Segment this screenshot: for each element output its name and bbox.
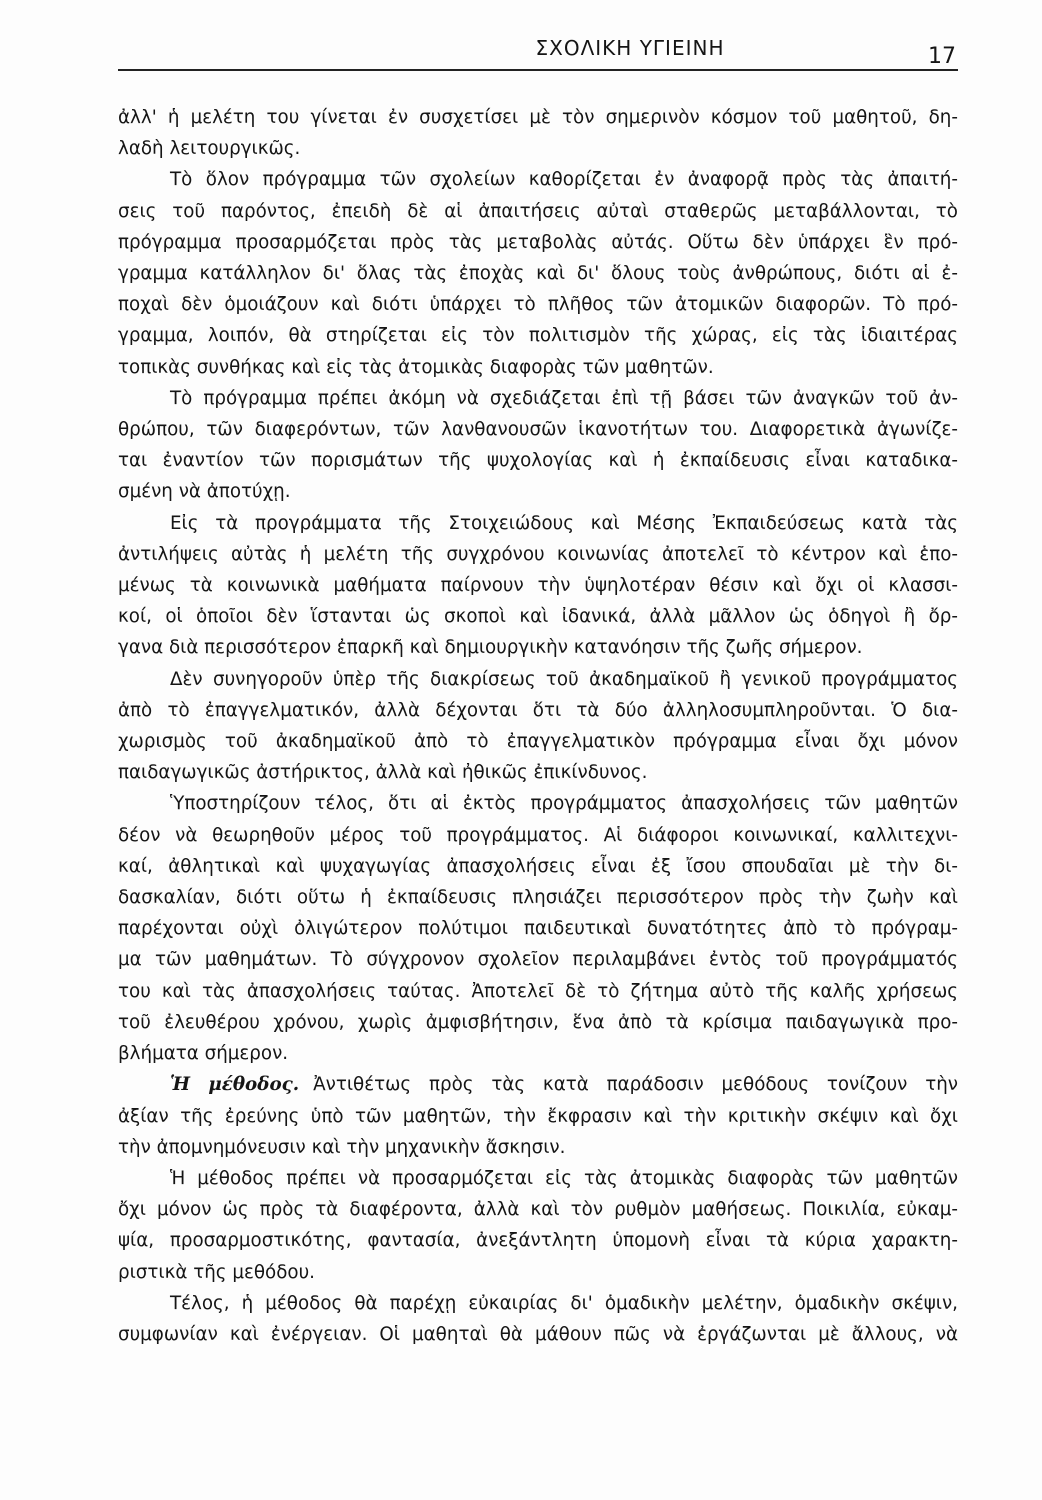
line-text: τοῦ ἐλευθέρου χρόνου, χωρὶς ἀμφισβήτησιν, ἕνα ἀπὸ τὰ κρίσιμα παιδαγωγικὰ προ- [118, 1011, 958, 1033]
text-line [118, 1257, 958, 1288]
header-rule [118, 69, 958, 71]
text-line [118, 1225, 958, 1256]
text-line [118, 133, 958, 164]
text-line [118, 445, 958, 476]
line-text: σεις τοῦ παρόντος, ἐπειδὴ δὲ αἱ ἀπαιτήσεις αὐταὶ σταθερῶς μεταβάλλονται, τὸ [118, 200, 958, 222]
text-line [118, 726, 958, 757]
line-text: δέον νὰ θεωρηθοῦν μέρος τοῦ προγράμματος. Αἱ διάφοροι κοινωνικαί, καλλιτεχνι- [118, 824, 958, 846]
paragraph [118, 1163, 958, 1288]
text-line [118, 1132, 958, 1163]
text-line [118, 1288, 958, 1319]
line-text: καί, ἀθλητικαὶ καὶ ψυχαγωγίας ἀπασχολήσεις εἶναι ἐξ ἴσου σπουδαῖαι μὲ τὴν δι- [118, 855, 958, 877]
line-text: χωρισμὸς τοῦ ἀκαδημαϊκοῦ ἀπὸ τὸ ἐπαγγελματικὸν πρόγραμμα εἶναι ὄχι μόνον [118, 731, 958, 753]
line-text: ἀντιλήψεις αὐτὰς ἡ μελέτη τῆς συγχρόνου κοινωνίας ἀποτελεῖ τὸ κέντρον καὶ ἑπο- [118, 543, 958, 565]
text-line [118, 227, 958, 258]
line-text: ποχαὶ δὲν ὁμοιάζουν καὶ διότι ὑπάρχει τὸ πλῆθος τῶν ἀτομικῶν διαφορῶν. Τὸ πρό- [118, 294, 958, 316]
paragraph [118, 102, 958, 164]
line-text: ψία, προσαρμοστικότης, φαντασία, ἀνεξάντλητη ὑπομονὴ εἶναι τὰ κύρια χαρακτη- [118, 1230, 958, 1252]
text-line [118, 788, 958, 819]
line-text: παρέχονται οὐχὶ ὀλιγώτερον πολύτιμοι παιδευτικαὶ δυνατότητες ἀπὸ τὸ πρόγραμ- [118, 918, 958, 940]
text-line [118, 820, 958, 851]
line-text: γραμμα, λοιπόν, θὰ στηρίζεται εἰς τὸν πολιτισμὸν τῆς χώρας, εἰς τὰς ἰδιαιτέρας [118, 325, 958, 347]
line-text: του καὶ τὰς ἀπασχολήσεις ταύτας. Ἀποτελεῖ δὲ τὸ ζήτημα αὐτὸ τῆς καλῆς χρήσεως [118, 980, 958, 1002]
line-text: Ἡ μέθοδος πρέπει νὰ προσαρμόζεται εἰς τὰς ἀτομικὰς διαφορὰς τῶν μαθητῶν [170, 1167, 958, 1189]
line-text: ἀπὸ τὸ ἐπαγγελματικόν, ἀλλὰ δέχονται ὅτι τὰ δύο ἀλληλοσυμπληροῦνται. Ὁ δια- [118, 699, 958, 721]
paragraph [118, 1288, 958, 1350]
line-text: γανα διὰ περισσότερον ἐπαρκῆ καὶ δημιουργικὴν κατανόησιν τῆς ζωῆς σήμερον. [118, 637, 863, 659]
text-line [118, 289, 958, 320]
text-line [118, 757, 958, 788]
text-line [118, 1194, 958, 1225]
line-text: ριστικὰ τῆς μεθόδου. [118, 1261, 315, 1283]
line-text: Τὸ πρόγραμμα πρέπει ἀκόμη νὰ σχεδιάζεται ἐπὶ τῇ βάσει τῶν ἀναγκῶν τοῦ ἀν- [170, 387, 958, 409]
page-number: 17 [928, 44, 956, 69]
line-text: τοπικὰς συνθήκας καὶ εἰς τὰς ἀτομικὰς διαφορὰς τῶν μαθητῶν. [118, 356, 714, 378]
line-text: ται ἐναντίον τῶν πορισμάτων τῆς ψυχολογίας καὶ ἡ ἐκπαίδευσις εἶναι καταδικα- [118, 450, 958, 472]
text-line [118, 508, 958, 539]
text-line [118, 476, 958, 507]
paragraph [118, 664, 958, 789]
line-text: Εἰς τὰ προγράμματα τῆς Στοιχειώδους καὶ Μέσης Ἐκπαιδεύσεως κατὰ τὰς [170, 512, 958, 534]
section-lead: Ἡ μέθοδος. [170, 1074, 300, 1096]
line-text: κοί, οἱ ὁποῖοι δὲν ἵστανται ὡς σκοποὶ καὶ ἰδανικά, ἀλλὰ μᾶλλον ὡς ὁδηγοὶ ἢ ὄρ- [118, 606, 958, 628]
line-text: δασκαλίαν, διότι οὕτω ἡ ἐκπαίδευσις πλησιάζει περισσότερον πρὸς τὴν ζωὴν καὶ [118, 887, 958, 909]
text-line [118, 320, 958, 351]
line-text: γραμμα κατάλληλον δι' ὅλας τὰς ἐποχὰς καὶ δι' ὅλους τοὺς ἀνθρώπους, διότι αἱ ἐ- [118, 263, 958, 285]
text-line [118, 601, 958, 632]
body-text [118, 102, 958, 1350]
text-line [118, 383, 958, 414]
text-line [118, 1319, 958, 1350]
text-line [118, 1038, 958, 1069]
paragraph [118, 508, 958, 664]
text-line [118, 102, 958, 133]
line-text: Τέλος, ἡ μέθοδος θὰ παρέχῃ εὐκαιρίας δι' ὁμαδικὴν μελέτην, ὁμαδικὴν σκέψιν, [170, 1292, 958, 1314]
line-text: ἀλλ' ἡ μελέτη του γίνεται ἐν συσχετίσει μὲ τὸν σημερινὸν κόσμον τοῦ μαθητοῦ, δη- [118, 107, 958, 128]
text-line [118, 258, 958, 289]
paragraph [118, 788, 958, 1069]
text-line [118, 414, 958, 445]
line-text: θρώπου, τῶν διαφερόντων, τῶν λανθανουσῶν ἱκανοτήτων του. Διαφορετικὰ ἀγωνίζε- [118, 419, 958, 441]
text-line [118, 1069, 958, 1100]
line-text: Ἀντιθέτως πρὸς τὰς κατὰ παράδοσιν μεθόδους τονίζουν τὴν [313, 1074, 958, 1096]
paragraph [118, 164, 958, 382]
line-text: πρόγραμμα προσαρμόζεται πρὸς τὰς μεταβολὰς αὐτάς. Οὕτω δὲν ὑπάρχει ἓν πρό- [118, 231, 958, 253]
paragraph [118, 1069, 958, 1163]
text-line [118, 1101, 958, 1132]
line-text: Δὲν συνηγοροῦν ὑπὲρ τῆς διακρίσεως τοῦ ἀκαδημαϊκοῦ ἢ γενικοῦ προγράμματος [170, 668, 958, 690]
text-line [118, 570, 958, 601]
text-line [118, 164, 958, 195]
paragraph [118, 383, 958, 508]
text-line [118, 851, 958, 882]
line-text: παιδαγωγικῶς ἀστήρικτος, ἀλλὰ καὶ ἠθικῶς ἐπικίνδυνος. [118, 762, 648, 784]
line-text: Τὸ ὅλον πρόγραμμα τῶν σχολείων καθορίζεται ἐν ἀναφορᾷ πρὸς τὰς ἀπαιτή- [170, 169, 958, 191]
line-text: τὴν ἀπομνημόνευσιν καὶ τὴν μηχανικὴν ἄσκησιν. [118, 1136, 566, 1158]
line-text: ἀξίαν τῆς ἐρεύνης ὑπὸ τῶν μαθητῶν, τὴν ἔκφρασιν καὶ τὴν κριτικὴν σκέψιν καὶ ὄχι [118, 1105, 958, 1127]
text-line [118, 976, 958, 1007]
text-line [118, 1007, 958, 1038]
line-text: μα τῶν μαθημάτων. Τὸ σύγχρονον σχολεῖον περιλαμβάνει ἐντὸς τοῦ προγράμματός [118, 949, 958, 971]
text-line [118, 632, 958, 663]
header-title: ΣΧΟΛΙΚΗ ΥΓΙΕΙΝΗ [535, 36, 725, 60]
line-text: λαδὴ λειτουργικῶς. [118, 138, 301, 160]
text-line [118, 539, 958, 570]
text-line [118, 695, 958, 726]
line-text: βλήματα σήμερον. [118, 1043, 289, 1065]
text-line [118, 913, 958, 944]
text-line [118, 352, 958, 383]
text-line [118, 196, 958, 227]
text-line [118, 664, 958, 695]
line-text: σμένη νὰ ἀποτύχῃ. [118, 481, 291, 503]
text-line [118, 882, 958, 913]
line-text: ὄχι μόνον ὡς πρὸς τὰ διαφέροντα, ἀλλὰ καὶ τὸν ρυθμὸν μαθήσεως. Ποικιλία, εὐκαμ- [118, 1199, 958, 1221]
line-text: μένως τὰ κοινωνικὰ μαθήματα παίρνουν τὴν ὑψηλοτέραν θέσιν καὶ ὄχι οἱ κλασσι- [118, 575, 958, 597]
text-line [118, 944, 958, 975]
line-text: Ὑποστηρίζουν τέλος, ὅτι αἱ ἐκτὸς προγράμματος ἀπασχολήσεις τῶν μαθητῶν [170, 793, 958, 815]
line-text: συμφωνίαν καὶ ἐνέργειαν. Οἱ μαθηταὶ θὰ μάθουν πῶς νὰ ἐργάζωνται μὲ ἄλλους, νὰ [118, 1323, 958, 1345]
text-line [118, 1163, 958, 1194]
